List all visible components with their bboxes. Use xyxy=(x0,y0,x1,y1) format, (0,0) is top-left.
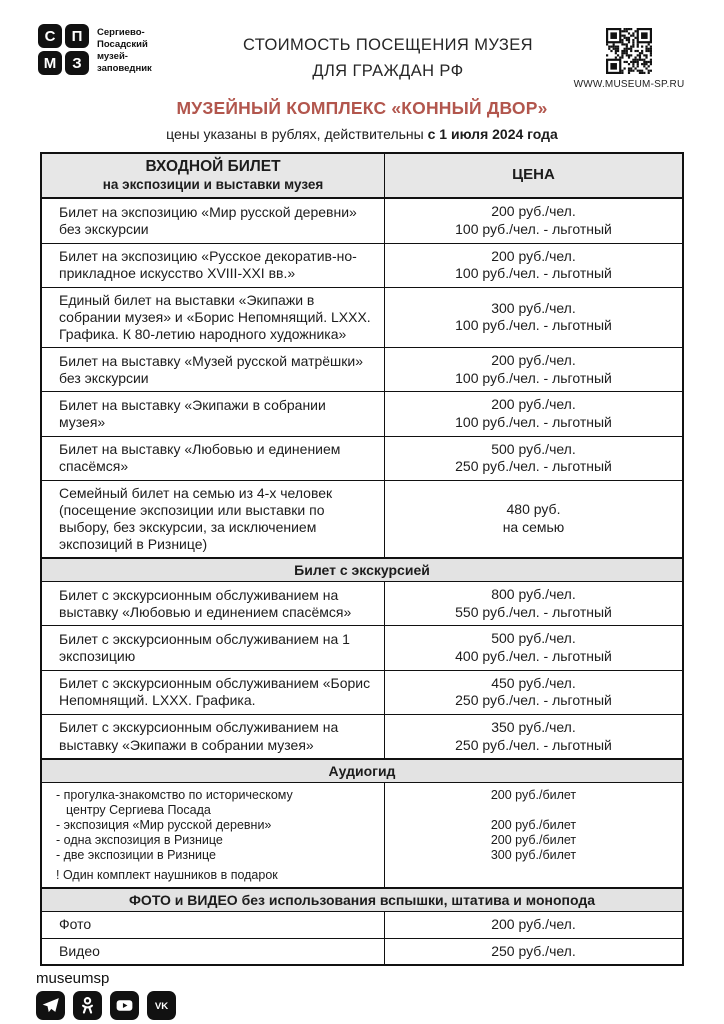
page-title-line2: ДЛЯ ГРАЖДАН РФ xyxy=(312,62,464,81)
museum-complex-title: МУЗЕЙНЫЙ КОМПЛЕКС «КОННЫЙ ДВОР» xyxy=(176,98,548,118)
price-cell: 200 руб./чел. 100 руб./чел. - льготный xyxy=(384,244,682,287)
museum-logo xyxy=(38,24,206,75)
price-cell: 200 руб./чел. 100 руб./чел. - льготный xyxy=(384,348,682,391)
section-header-photo: ФОТО и ВИДЕО без использования вспышки, штатива и монопода xyxy=(42,887,682,911)
price-cell: 250 руб./чел. xyxy=(384,939,682,965)
ticket-name-cell: Билет на экспозицию «Мир русской деревни» без экскурсии xyxy=(59,203,357,237)
ticket-name-cell: Билет с экскурсионным обслуживанием на выставку «Экипажи в собрании музея» xyxy=(59,719,339,753)
org-name xyxy=(97,24,152,75)
org-name-line: музей- xyxy=(97,50,128,62)
org-name-line: Сергиево- xyxy=(97,27,145,38)
svg-text:VK: VK xyxy=(154,1001,169,1013)
logo-letter: М xyxy=(38,51,62,75)
section-header-audioguide: Аудиогид xyxy=(42,758,682,782)
ticket-name-cell: Билет на выставку «Любовью и единением спасёмся» xyxy=(59,441,341,475)
table-row xyxy=(42,938,682,965)
price-note-date: с 1 июля 2024 года xyxy=(427,126,558,142)
org-name-line: Посадский xyxy=(97,38,148,50)
ticket-name-cell: Единый билет на выставки «Экипажи в собрании музея» и «Борис Непомнящий. LXXX. Графика. К 80-летию народного художника» xyxy=(59,291,371,343)
price-header-label: ЦЕНА xyxy=(512,166,555,184)
price-table xyxy=(40,152,684,966)
qr-code-icon xyxy=(606,28,652,74)
price-note-text: цены указаны в рублях, действительны xyxy=(166,126,428,142)
audioguide-note: ! Один комплект наушников в подарок xyxy=(56,868,278,883)
ticket-header-cell xyxy=(42,154,384,197)
table-header-row xyxy=(42,154,682,197)
price-cell: 300 руб./чел. 100 руб./чел. - льготный xyxy=(384,288,682,347)
page-footer xyxy=(36,970,724,1020)
page-title-line1: СТОИМОСТЬ ПОСЕЩЕНИЯ МУЗЕЯ xyxy=(243,36,533,54)
table-row xyxy=(42,581,682,625)
youtube-icon[interactable] xyxy=(110,991,139,1020)
audioguide-items xyxy=(42,783,384,887)
ticket-header-line2: на экспозиции и выставки музея xyxy=(102,176,324,192)
ticket-name-cell: Видео xyxy=(59,943,100,960)
audioguide-price: 200 руб./билет xyxy=(490,833,577,848)
audioguide-item: - прогулка-знакомство по историческому xyxy=(56,788,293,803)
ticket-name-cell: Билет с экскурсионным обслуживанием на выставку «Любовью и единением спасёмся» xyxy=(59,586,352,620)
logo-letter: С xyxy=(38,24,62,48)
social-handle: museumsp xyxy=(36,970,110,988)
ticket-name-cell: Билет с экскурсионным обслуживанием «Борис Непомнящий. LXXX. Графика. xyxy=(59,675,371,709)
price-cell: 500 руб./чел. 250 руб./чел. - льготный xyxy=(384,437,682,480)
table-row xyxy=(42,347,682,391)
table-row xyxy=(42,480,682,557)
telegram-icon[interactable] xyxy=(36,991,65,1020)
price-cell: 200 руб./чел. 100 руб./чел. - льготный xyxy=(384,392,682,435)
audioguide-item: - одна экспозиция в Ризнице xyxy=(56,833,223,848)
ticket-name-cell: Билет с экскурсионным обслуживанием на 1 экспозицию xyxy=(59,630,350,665)
price-cell: 200 руб./чел. xyxy=(384,912,682,938)
ticket-name-cell: Билет на выставку «Экипажи в собрании музея» xyxy=(59,396,326,430)
table-row xyxy=(42,625,682,669)
org-name-line: заповедник xyxy=(97,62,152,74)
audioguide-prices xyxy=(384,783,682,887)
logo-letter: П xyxy=(65,24,89,48)
table-row xyxy=(42,197,682,242)
price-cell: 200 руб./чел. 100 руб./чел. - льготный xyxy=(384,199,682,242)
page-title xyxy=(206,24,570,85)
website-link[interactable]: WWW.MUSEUM-SP.RU xyxy=(573,79,685,90)
price-cell: 480 руб. на семью xyxy=(384,481,682,557)
audioguide-price: 300 руб./билет xyxy=(490,848,577,863)
price-note xyxy=(0,126,724,142)
price-header-cell xyxy=(384,154,682,197)
vk-icon[interactable] xyxy=(147,991,176,1020)
audioguide-item: - экспозиция «Мир русской деревни» xyxy=(56,818,272,833)
table-row xyxy=(42,670,682,714)
audioguide-row xyxy=(42,782,682,887)
audioguide-item: - две экспозиции в Ризнице xyxy=(56,848,217,863)
audioguide-price: 200 руб./билет xyxy=(490,818,577,833)
ticket-name-cell: Билет на экспозицию «Русское декоратив-но-прикладное искусство XVIII-XXI вв.» xyxy=(59,248,357,282)
table-row xyxy=(42,391,682,435)
table-row xyxy=(42,243,682,287)
table-row xyxy=(42,714,682,758)
odnoklassniki-icon[interactable] xyxy=(73,991,102,1020)
ticket-name-cell: Билет на выставку «Музей русской матрёшки» без экскурсии xyxy=(59,352,364,386)
ticket-name-cell: Семейный билет на семью из 4-х человек (посещение экспозиции или выставки по выбору, без экскурсии, за исключением экспозиций в Ризнице) xyxy=(59,484,333,553)
qr-block xyxy=(570,24,688,90)
price-cell: 500 руб./чел. 400 руб./чел. - льготный xyxy=(384,626,682,669)
price-cell: 450 руб./чел. 250 руб./чел. - льготный xyxy=(384,671,682,714)
price-cell: 350 руб./чел. 250 руб./чел. - льготный xyxy=(384,715,682,758)
ticket-header-line1: ВХОДНОЙ БИЛЕТ xyxy=(145,158,281,175)
audioguide-price: 200 руб./билет xyxy=(490,788,577,803)
social-bar xyxy=(36,991,724,1020)
logo-letter: З xyxy=(65,51,89,75)
page-header xyxy=(0,0,724,90)
ticket-name-cell: Фото xyxy=(59,916,92,933)
section-header-excursion: Билет с экскурсией xyxy=(42,557,682,581)
table-row xyxy=(42,287,682,347)
table-row xyxy=(42,436,682,480)
logo-squares-icon xyxy=(38,24,89,75)
table-row xyxy=(42,911,682,938)
audioguide-item: центру Сергиева Посада xyxy=(66,803,211,818)
price-cell: 800 руб./чел. 550 руб./чел. - льготный xyxy=(384,582,682,625)
